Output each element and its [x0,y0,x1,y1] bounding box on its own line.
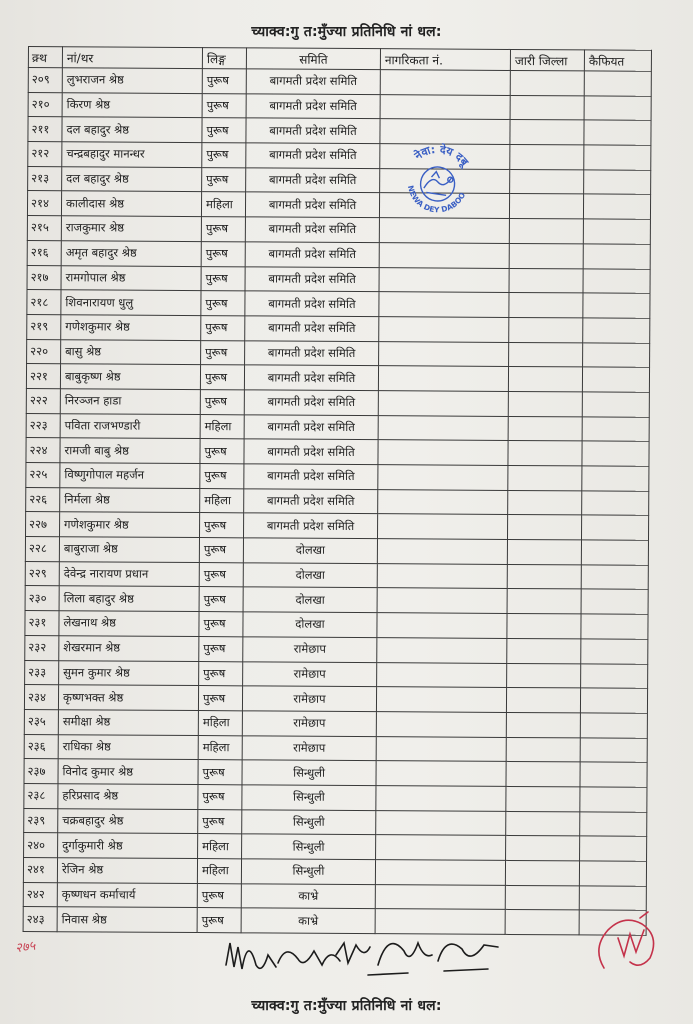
cell-issued-district [510,145,584,170]
cell-citizenship-no [377,563,507,588]
cell-issued-district [507,515,581,540]
cell-serial: २२६ [26,487,60,512]
cell-remarks [582,491,649,516]
cell-serial: २२० [27,339,61,364]
cell-remarks [583,244,650,269]
cell-committee: दोलखा [243,563,377,589]
cell-issued-district [509,293,583,318]
table-row [26,413,649,441]
table-row [24,833,647,861]
cell-serial: २२५ [26,462,60,487]
signatures [218,925,508,985]
table-row [28,68,651,96]
cell-name: बासु श्रेष्ठ [61,339,201,365]
cell-issued-district [507,638,581,663]
cell-serial: २२३ [26,413,60,438]
cell-remarks [583,342,650,367]
table-row [27,191,650,219]
cell-gender: महिला [198,735,242,760]
table-row [28,166,651,194]
cell-serial: २१५ [27,216,61,241]
cell-name: विनोद कुमार श्रेष्ठ [58,759,198,785]
table-row [26,462,649,490]
cell-serial: २२७ [26,512,60,537]
cell-issued-district [509,194,583,219]
cell-citizenship-no [379,317,509,342]
svg-text:नेवा: देय दबू [409,138,474,172]
header-name: नां/थर [62,47,202,69]
cell-committee: बागमती प्रदेश समिति [245,291,379,317]
cell-citizenship-no [376,687,506,712]
table-row [26,487,649,515]
cell-committee: सिन्धुली [242,785,376,811]
cell-serial: २०९ [28,68,62,93]
header-gender: लिङ्ग [202,48,246,69]
cell-remarks [581,663,648,688]
cell-name: लेखनाथ श्रेष्ठ [59,611,199,637]
cell-remarks [582,392,649,417]
cell-gender: पुरूष [202,118,246,143]
cell-gender: महिला [200,488,244,513]
cell-committee: रामेछाप [243,661,377,687]
cell-gender: पुरूष [201,241,245,266]
cell-issued-district [510,120,584,145]
cell-serial: २१६ [27,240,61,265]
cell-gender: पुरूष [202,143,246,168]
cell-issued-district [506,762,580,787]
cell-citizenship-no [375,884,505,909]
cell-issued-district [508,490,582,515]
cell-issued-district [509,268,583,293]
cell-committee: सिन्धुली [241,859,375,885]
cell-serial: २३४ [24,685,58,710]
cell-issued-district [506,737,580,762]
cell-serial: २१३ [28,166,62,191]
cell-citizenship-no [378,391,508,416]
cell-committee: बागमती प्रदेश समिति [245,192,379,218]
cell-name: रेजिन श्रेष्ठ [57,858,197,884]
cell-remarks [581,589,648,614]
remarks-signature [590,908,670,978]
cell-citizenship-no [379,242,509,267]
table-row [26,438,649,466]
cell-issued-district [507,589,581,614]
cell-name: अमृत बहादुर श्रेष्ठ [61,241,201,267]
cell-issued-district [505,910,579,935]
cell-name: निर्मला श्रेष्ठ [60,487,200,513]
cell-remarks [581,614,648,639]
cell-gender: पुरूष [201,217,245,242]
cell-citizenship-no [376,835,506,860]
cell-committee: बागमती प्रदेश समिति [246,168,380,194]
cell-serial: २३६ [24,734,58,759]
cell-serial: २३९ [24,808,58,833]
cell-committee: बागमती प्रदेश समिति [243,513,377,539]
cell-issued-district [509,243,583,268]
cell-committee: सिन्धुली [242,760,376,786]
cell-gender: पुरूष [199,661,243,686]
cell-citizenship-no [377,514,507,539]
cell-issued-district [508,441,582,466]
cell-remarks [582,441,649,466]
cell-remarks [583,194,650,219]
cell-committee: बागमती प्रदेश समिति [246,118,380,144]
table-row [27,314,650,342]
cell-serial: २४२ [23,882,57,907]
cell-issued-district [505,885,579,910]
cell-committee: बागमती प्रदेश समिति [244,489,378,515]
table-row [24,783,647,811]
cell-name: हरिप्रसाद श्रेष्ठ [58,784,198,810]
cell-gender: पुरूष [200,365,244,390]
cell-name: गणेशकुमार श्रेष्ठ [60,512,200,538]
cell-committee: दोलखा [243,612,377,638]
cell-name: देवेन्द्र नारायण प्रधान [59,561,199,587]
cell-name: दल बहादुर श्रेष्ठ [62,166,202,192]
cell-committee: काभ्रे [241,908,375,934]
cell-serial: २१० [28,92,62,117]
table-row [25,586,648,614]
table-row [28,142,651,170]
cell-gender: पुरूष [199,612,243,637]
cell-committee: बागमती प्रदेश समिति [245,217,379,243]
cell-serial: २४१ [23,857,57,882]
cell-name: चन्द्रबहादुर मानन्धर [62,142,202,168]
cell-remarks [583,318,650,343]
header-remarks: कैफियत [584,50,651,71]
table-row [25,537,648,565]
cell-issued-district [507,540,581,565]
cell-name: राधिका श्रेष्ठ [58,734,198,760]
cell-remarks [583,219,650,244]
table-row [28,117,651,145]
cell-serial: २२१ [26,364,60,389]
cell-committee: रामेछाप [243,637,377,663]
cell-citizenship-no [377,613,507,638]
cell-gender: महिला [198,834,242,859]
cell-name: कृष्णभक्त श्रेष्ठ [58,685,198,711]
cell-committee: सिन्धुली [242,809,376,835]
cell-remarks [584,71,651,96]
header-committee: समिति [246,48,380,70]
cell-remarks [584,170,651,195]
cell-remarks [582,367,649,392]
cell-gender: पुरूष [197,908,241,933]
cell-remarks [580,688,647,713]
cell-citizenship-no [378,440,508,465]
table-row [27,339,650,367]
cell-name: बाबुकृष्ण श्रेष्ठ [60,364,200,390]
cell-remarks [580,713,647,738]
table-row [27,290,650,318]
cell-citizenship-no [376,761,506,786]
cell-issued-district [506,712,580,737]
table-row [27,265,650,293]
cell-gender: पुरूष [201,266,245,291]
cell-remarks [583,293,650,318]
cell-issued-district [508,416,582,441]
cell-citizenship-no [378,489,508,514]
cell-citizenship-no [378,465,508,490]
cell-remarks [579,861,646,886]
cell-committee: बागमती प्रदेश समिति [244,414,378,440]
cell-name: सुमन कुमार श्रेष्ठ [59,660,199,686]
cell-name: निरञ्जन हाडा [60,389,200,415]
cell-committee: बागमती प्रदेश समिति [244,439,378,465]
table-row [27,240,650,268]
cell-committee: काभ्रे [241,884,375,910]
cell-citizenship-no [379,267,509,292]
representative-table [23,46,652,936]
cell-gender: पुरूष [198,686,242,711]
cell-citizenship-no [377,662,507,687]
cell-serial: २२४ [26,438,60,463]
cell-citizenship-no [377,539,507,564]
cell-issued-district [506,786,580,811]
table-row [25,611,648,639]
cell-issued-district [505,860,579,885]
cell-name: कृष्णधन कर्माचार्य [57,882,197,908]
cell-serial: २१२ [28,142,62,167]
cell-gender: पुरूष [197,883,241,908]
cell-gender: पुरूष [201,291,245,316]
cell-gender: पुरूष [201,315,245,340]
cell-citizenship-no [375,860,505,885]
cell-gender: पुरूष [199,562,243,587]
cell-serial: २४० [24,833,58,858]
cell-issued-district [508,391,582,416]
cell-name: राजकुमार श्रेष्ठ [61,216,201,242]
header-serial: क्र्थ [28,47,62,68]
cell-serial: २३८ [24,783,58,808]
cell-name: दल बहादुर श्रेष्ठ [62,117,202,143]
cell-name: दुर्गाकुमारी श्रेष्ठ [58,833,198,859]
table-row [24,685,647,713]
cell-gender: महिला [197,859,241,884]
cell-issued-district [507,614,581,639]
cell-name: रामजी बाबु श्रेष्ठ [60,438,200,464]
cell-issued-district [506,811,580,836]
cell-issued-district [509,317,583,342]
cell-committee: बागमती प्रदेश समिति [244,464,378,490]
cell-remarks [581,639,648,664]
cell-serial: २३२ [25,635,59,660]
cell-committee: सिन्धुली [242,834,376,860]
cell-name: शेखरमान श्रेष्ठ [59,636,199,662]
cell-committee: बागमती प्रदेश समिति [245,340,379,366]
cell-name: रामगोपाल श्रेष्ठ [61,265,201,291]
cell-remarks [580,737,647,762]
table-row [27,216,650,244]
header-citizenship-no: नागरिकता नं. [380,49,510,71]
cell-name: बाबुराजा श्रेष्ठ [59,537,199,563]
cell-gender: पुरूष [202,93,246,118]
table-row [26,512,649,540]
cell-issued-district [510,95,584,120]
header-issued-district: जारी जिल्ला [510,49,584,70]
cell-issued-district [509,342,583,367]
cell-issued-district [507,663,581,688]
cell-citizenship-no [376,736,506,761]
cell-remarks [580,812,647,837]
cell-name: गणेशकुमार श्रेष्ठ [61,315,201,341]
cell-gender: पुरूष [200,464,244,489]
cell-serial: २४३ [23,907,57,932]
table-row [25,660,648,688]
table-row [26,364,649,392]
cell-remarks [582,466,649,491]
cell-committee: रामेछाप [242,686,376,712]
cell-citizenship-no [377,637,507,662]
cell-committee: दोलखा [243,587,377,613]
cell-gender: महिला [201,192,245,217]
cell-citizenship-no [376,786,506,811]
cell-citizenship-no [378,415,508,440]
table-row [26,388,649,416]
cell-issued-district [506,688,580,713]
cell-name: निवास श्रेष्ठ [57,907,197,933]
cell-committee: रामेछाप [242,735,376,761]
cell-name: लिला बहादुर श्रेष्ठ [59,586,199,612]
cell-name: लुभराजन श्रेष्ठ [62,68,202,94]
cell-serial: २१७ [27,265,61,290]
cell-gender: पुरूष [198,784,242,809]
cell-name: कालीदास श्रेष्ठ [61,191,201,217]
stamp-bottom-text: NEWA DEY DABOO [405,184,468,215]
cell-committee: बागमती प्रदेश समिति [245,316,379,342]
cell-serial: २११ [28,117,62,142]
cell-committee: रामेछाप [242,711,376,737]
cell-serial: २१८ [27,290,61,315]
cell-issued-district [507,564,581,589]
cell-committee: बागमती प्रदेश समिति [246,143,380,169]
cell-remarks [580,787,647,812]
cell-issued-district [510,70,584,95]
cell-citizenship-no [376,712,506,737]
cell-citizenship-no [377,588,507,613]
cell-name: विष्णुगोपाल महर्जन [60,463,200,489]
cell-remarks [583,268,650,293]
cell-serial: २३१ [25,611,59,636]
table-row [25,561,648,589]
cell-issued-district [510,169,584,194]
table-row [24,759,647,787]
cell-remarks [584,145,651,170]
cell-committee: दोलखा [243,538,377,564]
cell-remarks [584,120,651,145]
table-row [24,709,647,737]
organization-stamp [389,132,486,229]
cell-remarks [581,540,648,565]
page-mark: २७५ [14,938,37,957]
cell-gender: पुरूष [199,538,243,563]
cell-serial: २३५ [24,709,58,734]
cell-gender: पुरूष [200,439,244,464]
cell-citizenship-no [379,292,509,317]
cell-committee: बागमती प्रदेश समिति [246,94,380,120]
cell-committee: बागमती प्रदेश समिति [245,242,379,268]
cell-gender: पुरूष [202,167,246,192]
cell-committee: बागमती प्रदेश समिति [244,365,378,391]
page-title: च्याक्व:गु त:मुँज्या प्रतिनिधि नां धल: [251,24,442,40]
cell-name: शिवनारायण धुलु [61,290,201,316]
cell-remarks [582,417,649,442]
cell-issued-district [508,367,582,392]
cell-serial: २२९ [25,561,59,586]
cell-gender: पुरूष [201,340,245,365]
table-row [28,92,651,120]
cell-gender: पुरूष [199,636,243,661]
cell-committee: बागमती प्रदेश समिति [245,266,379,292]
cell-name: किरण श्रेष्ठ [62,92,202,118]
cell-serial: २३३ [25,660,59,685]
cell-serial: २३७ [24,759,58,784]
cell-gender: पुरूष [199,587,243,612]
table-row [24,734,647,762]
cell-remarks [580,762,647,787]
stamp-top-text: नेवा: देय दबू [412,142,471,169]
cell-remarks [581,515,648,540]
table-row [23,857,646,885]
cell-gender: पुरूष [198,760,242,785]
cell-remarks [579,886,646,911]
table-row [24,808,647,836]
cell-committee: बागमती प्रदेश समिति [246,69,380,95]
cell-remarks [581,565,648,590]
cell-name: चक्रबहादुर श्रेष्ठ [58,808,198,834]
cell-issued-district [509,219,583,244]
cell-serial: २२८ [25,537,59,562]
cell-issued-district [506,836,580,861]
cell-serial: २१४ [27,191,61,216]
cell-citizenship-no [376,810,506,835]
cell-citizenship-no [378,366,508,391]
cell-serial: २१९ [27,314,61,339]
cell-gender: महिला [200,414,244,439]
cell-committee: बागमती प्रदेश समिति [244,390,378,416]
cell-citizenship-no [379,341,509,366]
cell-gender: महिला [198,710,242,735]
cell-gender: पुरूष [202,69,246,94]
cell-remarks [580,836,647,861]
cell-name: समीक्षा श्रेष्ठ [58,710,198,736]
cell-name: पविता राजभण्डारी [60,413,200,439]
cell-remarks [584,96,651,121]
cell-issued-district [508,465,582,490]
next-page-title: च्याक्व:गु त:मुँज्या प्रतिनिधि नां धल: [251,998,442,1014]
cell-gender: पुरूष [200,513,244,538]
cell-gender: पुरूष [198,809,242,834]
cell-citizenship-no [380,70,510,95]
cell-citizenship-no [380,94,510,119]
cell-gender: पुरूष [200,389,244,414]
cell-serial: २२२ [26,388,60,413]
table-row [25,635,648,663]
table-row [23,882,646,910]
cell-serial: २३० [25,586,59,611]
